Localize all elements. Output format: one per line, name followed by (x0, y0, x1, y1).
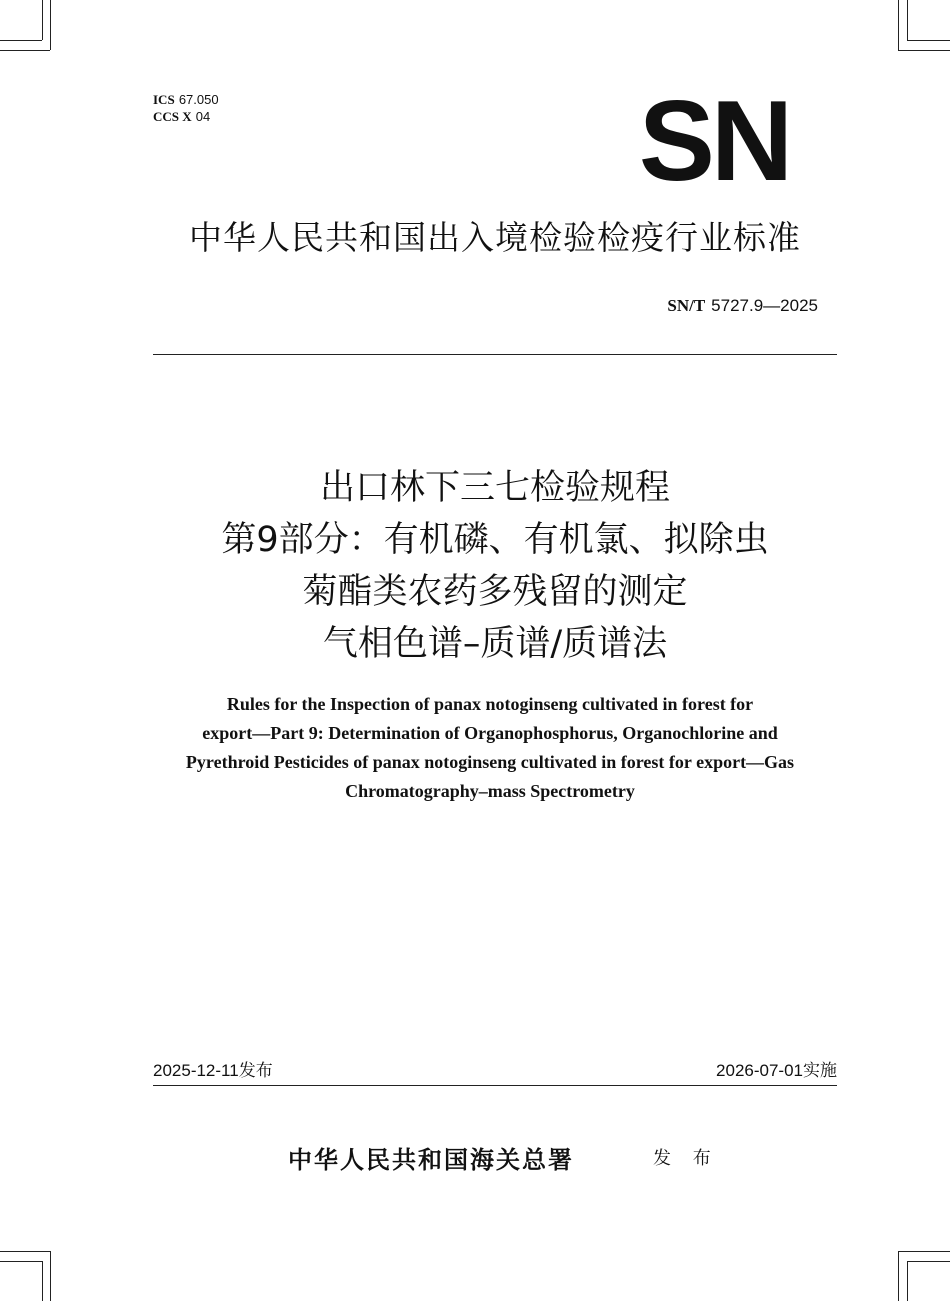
issue-label: 发 布 (653, 1148, 719, 1169)
standard-prefix: SN/T (667, 296, 706, 315)
top-divider (153, 354, 837, 355)
release-date: 2025-12-11发布 (153, 1061, 273, 1080)
title-en-line: Rules for the Inspection of panax notoginseng cultivated in forest for (226, 694, 754, 714)
ics-label: ICS (153, 92, 175, 107)
effective-date: 2026-07-01实施 (716, 1061, 837, 1080)
ccs-label: CCS X (153, 109, 192, 124)
standard-number (667, 296, 818, 316)
ics-value: 67.050 (178, 92, 219, 107)
standard-code: 5727.9—2025 (711, 296, 818, 315)
title-chinese (100, 462, 890, 670)
title-zh-line: 气相色谱–质谱/质谱法 (322, 624, 668, 664)
ics-code (153, 92, 219, 109)
title-zh-line: 菊酯类农药多残留的测定 (302, 572, 688, 612)
title-zh-line: 出口林下三七检验规程 (319, 468, 670, 508)
sn-logo: SN (638, 78, 790, 205)
title-en-line: Chromatography–mass Spectrometry (345, 781, 635, 801)
title-zh-line: 第9部分：有机磷、有机氯、拟除虫 (221, 520, 769, 560)
title-english (140, 690, 840, 806)
title-en-line: Pyrethroid Pesticides of panax notoginseng cultivated in forest for export—Gas (185, 752, 795, 772)
classification-codes (153, 92, 219, 126)
ccs-value: 04 (195, 109, 211, 124)
organization-title: 中华人民共和国出入境检验检疫行业标准 (189, 218, 801, 257)
publisher: 中华人民共和国海关总署 (288, 1145, 574, 1174)
title-en-line: export—Part 9: Determination of Organophosphorus, Organochlorine and (202, 723, 778, 743)
ccs-code (153, 109, 219, 126)
bottom-divider (153, 1085, 837, 1086)
